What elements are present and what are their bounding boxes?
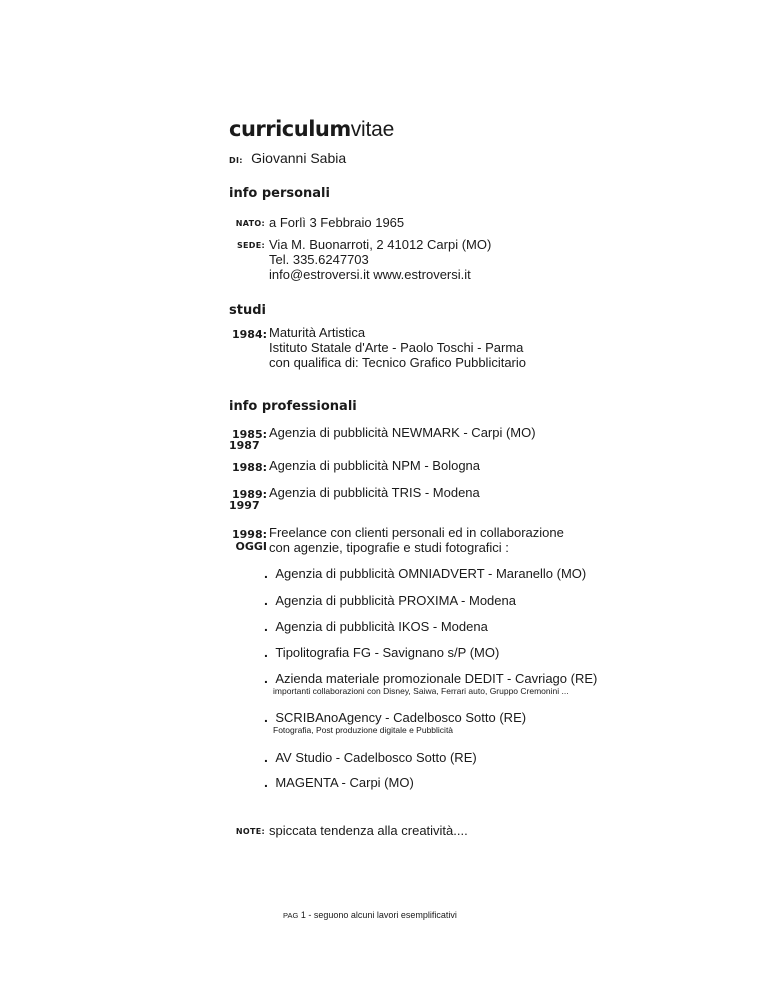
- di-label: DI:: [229, 156, 243, 165]
- bullet-icon: .: [264, 592, 268, 608]
- nato-value: a Forlì 3 Febbraio 1965: [269, 215, 405, 230]
- list-item-text: Agenzia di pubblicità IKOS - Modena: [275, 619, 488, 634]
- section-heading-professional: info professionali: [229, 399, 357, 414]
- sede-line-3: info@estroversi.it www.estroversi.it: [269, 267, 471, 282]
- job-year-start: 1985:: [231, 428, 267, 441]
- page-label: PAG: [283, 911, 299, 920]
- bullet-icon: .: [264, 774, 268, 790]
- author-line: [229, 150, 346, 168]
- title-bold: curriculum: [229, 117, 351, 141]
- job-year-end: 1987: [229, 439, 260, 452]
- note-text: spiccata tendenza alla creatività....: [269, 823, 468, 838]
- job-year-end: OGGI: [235, 540, 267, 553]
- list-item-text: Agenzia di pubblicità PROXIMA - Modena: [275, 593, 516, 608]
- section-heading-personal: info personali: [229, 186, 330, 201]
- bullet-icon: .: [264, 618, 268, 634]
- job-text: Agenzia di pubblicità NEWMARK - Carpi (MO): [269, 425, 536, 440]
- sede-label: SEDE:: [236, 241, 265, 250]
- studies-year: 1984:: [231, 328, 267, 341]
- bullet-icon: .: [264, 749, 268, 765]
- sede-line-1: Via M. Buonarroti, 2 41012 Carpi (MO): [269, 237, 492, 252]
- title-light: vitae: [350, 118, 395, 141]
- author-name: Giovanni Sabia: [251, 150, 347, 166]
- list-item-text: SCRIBAnoAgency - Cadelbosco Sotto (RE): [275, 710, 527, 725]
- sede-line-2: Tel. 335.6247703: [269, 252, 369, 267]
- list-item-text: MAGENTA - Carpi (MO): [275, 775, 414, 790]
- studies-line-3: con qualifica di: Tecnico Grafico Pubblicitario: [269, 355, 527, 370]
- list-item: [264, 644, 499, 662]
- job-year-start: 1989:: [231, 488, 267, 501]
- job-year-start: 1998:: [231, 528, 267, 541]
- bullet-icon: .: [264, 670, 268, 686]
- studies-line-1: Maturità Artistica: [269, 325, 366, 340]
- list-item: [264, 618, 488, 636]
- bullet-icon: .: [264, 565, 268, 581]
- job-year-end: 1997: [229, 499, 260, 512]
- job-text: Freelance con clienti personali ed in collaborazione: [269, 525, 564, 540]
- job-text-2: con agenzie, tipografie e studi fotografici :: [269, 540, 509, 555]
- list-item-text: Azienda materiale promozionale DEDIT - Cavriago (RE): [275, 671, 598, 686]
- footer: [283, 910, 457, 920]
- list-item: [264, 565, 586, 583]
- list-item: [264, 749, 477, 767]
- list-item-text: AV Studio - Cadelbosco Sotto (RE): [275, 750, 477, 765]
- bullet-icon: .: [264, 709, 268, 725]
- list-item-subtext: Fotografia, Post produzione digitale e Pubblicità: [273, 725, 454, 735]
- studies-line-2: Istituto Statale d'Arte - Paolo Toschi - Parma: [269, 340, 524, 355]
- list-item-subtext: importanti collaborazioni con Disney, Saiwa, Ferrari auto, Gruppo Cremonini ...: [273, 686, 569, 696]
- page-number: 1: [300, 910, 306, 920]
- bullet-icon: .: [264, 644, 268, 660]
- list-item-text: Agenzia di pubblicità OMNIADVERT - Maranello (MO): [275, 566, 587, 581]
- footer-text: - seguono alcuni lavori esemplificativi: [308, 910, 457, 920]
- section-heading-studies: studi: [229, 303, 266, 318]
- list-item-text: Tipolitografia FG - Savignano s/P (MO): [275, 645, 500, 660]
- note-label: NOTE:: [235, 827, 265, 836]
- job-year-start: 1988:: [231, 461, 267, 474]
- nato-label: NATO:: [235, 219, 265, 228]
- list-item: [264, 592, 516, 610]
- job-text: Agenzia di pubblicità NPM - Bologna: [269, 458, 481, 473]
- page-title: [229, 117, 394, 142]
- list-item: [264, 774, 414, 792]
- job-text: Agenzia di pubblicità TRIS - Modena: [269, 485, 480, 500]
